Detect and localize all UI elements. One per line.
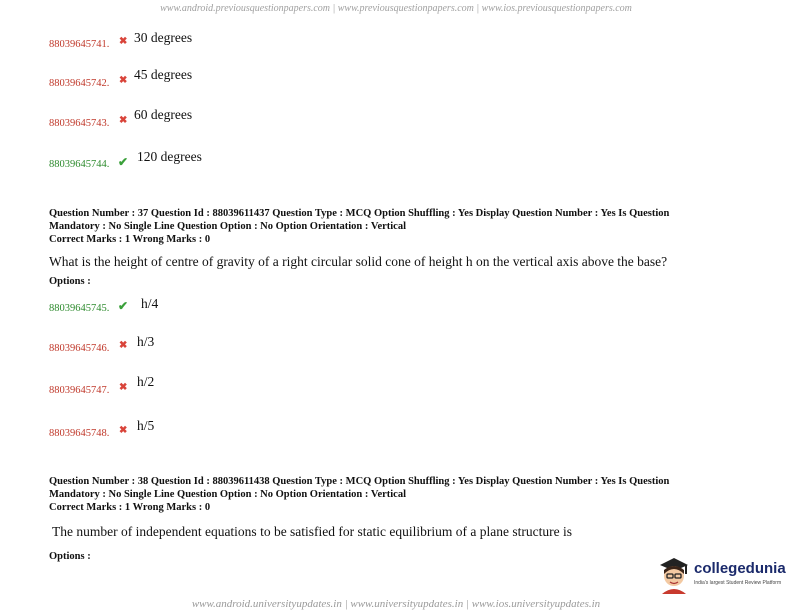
check-icon: ✔ xyxy=(118,299,129,313)
question-meta xyxy=(49,207,749,246)
option-text: h/5 xyxy=(137,418,155,433)
option-id: 88039645745. xyxy=(49,303,110,314)
option-text: 120 degrees xyxy=(137,149,202,164)
option-id: 88039645747. xyxy=(49,385,110,396)
cross-icon: ✖ xyxy=(119,340,128,351)
option-text: h/3 xyxy=(137,334,155,349)
option-id: 88039645744. xyxy=(49,159,110,170)
meta-line: Mandatory : No Single Line Question Option : No Option Orientation : Vertical xyxy=(49,489,407,500)
marks-line: Correct Marks : 1 Wrong Marks : 0 xyxy=(49,234,211,245)
header-watermark: www.android.previousquestionpapers.com | www.previousquestionpapers.com | www.ios.previousquestionpapers.com xyxy=(160,3,632,14)
cross-icon: ✖ xyxy=(119,382,128,393)
cross-icon: ✖ xyxy=(119,115,128,126)
logo-name: collegedunia xyxy=(694,560,786,577)
meta-line: Question Number : 37 Question Id : 88039611437 Question Type : MCQ Option Shuffling : Yes Display Question Number : Yes Is Question xyxy=(49,208,670,219)
option-text: h/4 xyxy=(141,296,159,311)
cross-icon: ✖ xyxy=(119,425,128,436)
marks-line: Correct Marks : 1 Wrong Marks : 0 xyxy=(49,502,211,513)
option-id: 88039645748. xyxy=(49,428,110,439)
question-text: The number of independent equations to be satisfied for static equilibrium of a plane structure is xyxy=(52,524,572,539)
option-id: 88039645743. xyxy=(49,118,110,129)
footer-watermark: www.android.universityupdates.in | www.universityupdates.in | www.ios.universityupdates.in xyxy=(191,598,601,610)
cross-icon: ✖ xyxy=(119,75,128,86)
question-meta xyxy=(49,475,749,514)
cross-icon: ✖ xyxy=(119,36,128,47)
option-id: 88039645741. xyxy=(49,39,110,50)
check-icon: ✔ xyxy=(118,155,129,169)
option-id: 88039645742. xyxy=(49,78,110,89)
logo-mascot-icon xyxy=(656,556,692,594)
meta-line: Mandatory : No Single Line Question Option : No Option Orientation : Vertical xyxy=(49,221,407,232)
options-label: Options : xyxy=(49,551,91,562)
option-id: 88039645746. xyxy=(49,343,110,354)
option-text: 60 degrees xyxy=(134,107,193,122)
option-text: h/2 xyxy=(137,374,155,389)
meta-line: Question Number : 38 Question Id : 88039611438 Question Type : MCQ Option Shuffling : Yes Display Question Number : Yes Is Question xyxy=(49,476,670,487)
options-label: Options : xyxy=(49,276,91,287)
option-text: 45 degrees xyxy=(134,67,193,82)
question-text: What is the height of centre of gravity of a right circular solid cone of height h on the vertical axis above the base? xyxy=(49,254,668,269)
option-text: 30 degrees xyxy=(134,30,193,45)
logo-tagline: India's largest Student Review Platform xyxy=(694,580,782,586)
